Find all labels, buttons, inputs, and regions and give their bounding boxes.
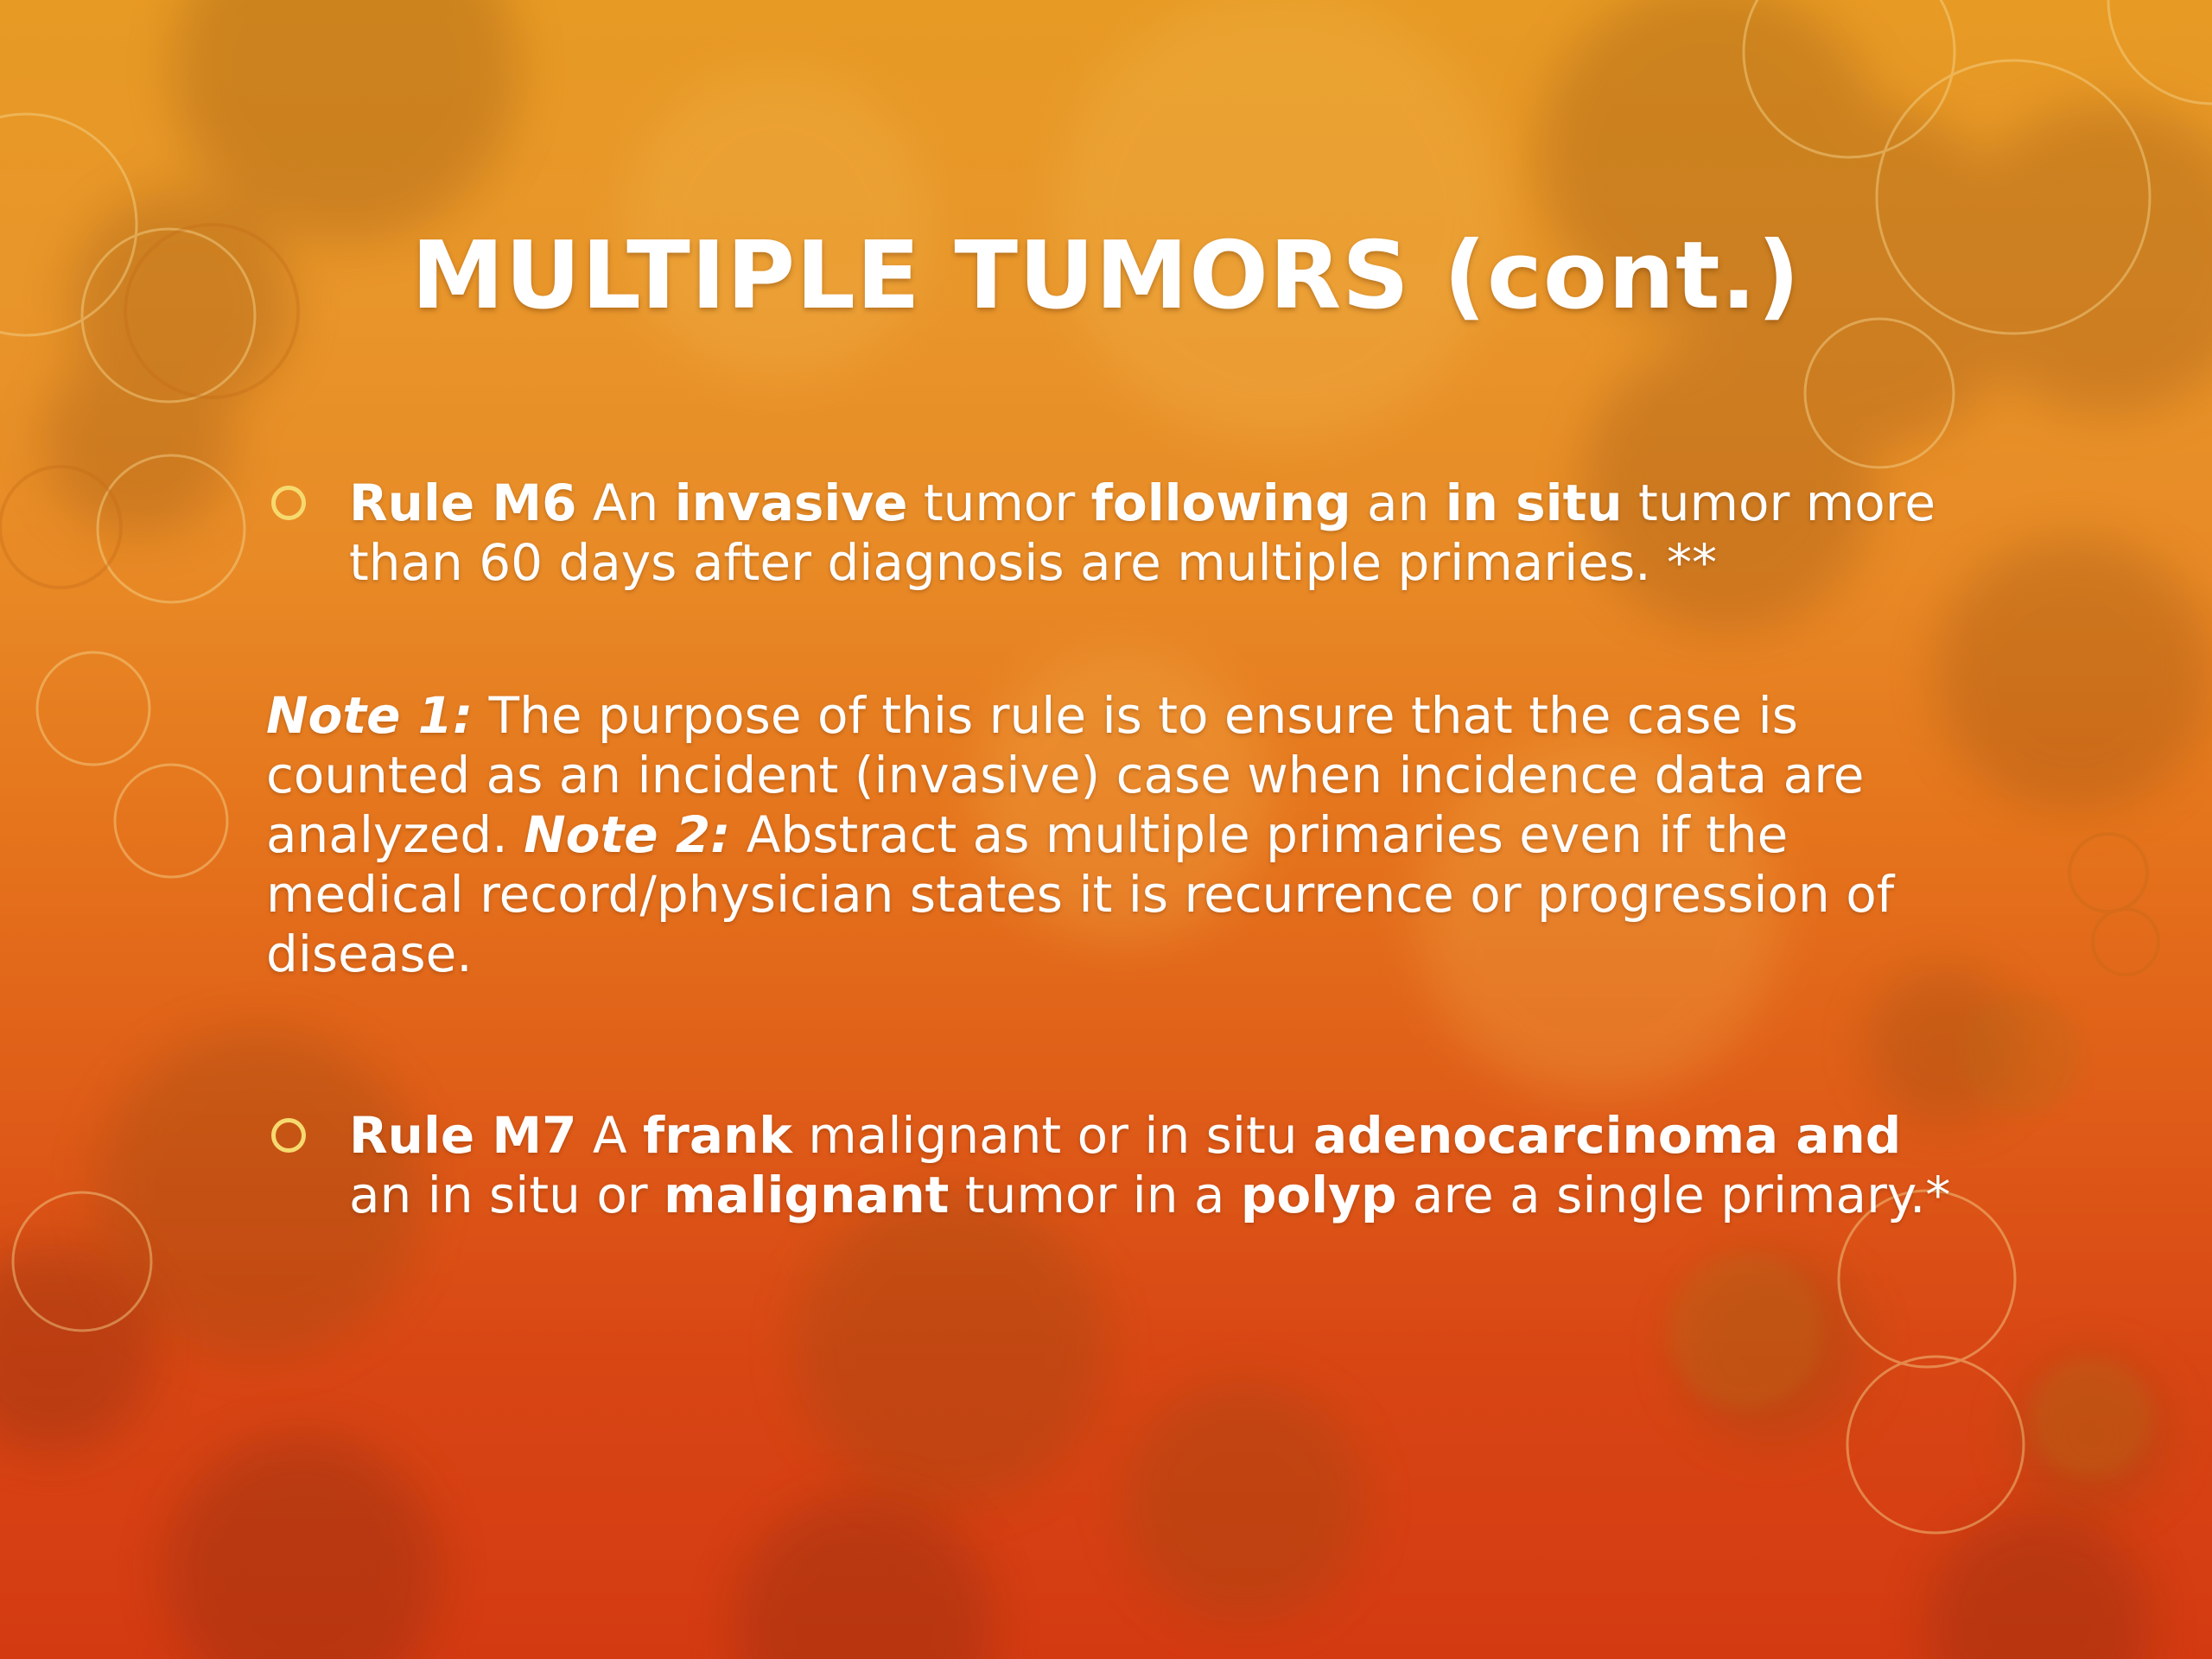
- rule-m7-text: tumor in a: [949, 1166, 1241, 1224]
- rule-m7-text: malignant or in situ: [791, 1106, 1313, 1165]
- bullet-rule-m7: [349, 1106, 1974, 1225]
- rule-m6-emphasis: in situ: [1445, 474, 1623, 532]
- ring-bullet-icon: [271, 486, 306, 520]
- rule-m6-text: An: [576, 474, 675, 532]
- rule-m7-emphasis: adenocarcinoma and: [1313, 1106, 1902, 1165]
- note1-text: The purpose of this rule is to ensure that the case is counted as an incident (invasive) case when incidence data are analyzed.: [266, 686, 1865, 864]
- slide-title: MULTIPLE TUMORS (cont.): [411, 222, 1801, 330]
- rule-m7-label: Rule M7: [349, 1106, 577, 1165]
- rule-m7-emphasis: polyp: [1240, 1166, 1397, 1224]
- rule-m7-text: A: [576, 1106, 643, 1165]
- rule-m6-text: tumor more than 60 days after diagnosis are multiple primaries. **: [349, 474, 1936, 592]
- bullet-rule-m6: [349, 474, 1974, 593]
- ring-bullet-icon: [271, 1118, 306, 1153]
- rule-m6-emphasis: invasive: [674, 474, 908, 532]
- rule-m6-text: tumor: [907, 474, 1091, 532]
- note1-label: Note 1:: [266, 686, 474, 745]
- rule-m7-emphasis: frank: [643, 1106, 792, 1165]
- rule-m7-text: an in situ or: [349, 1166, 664, 1224]
- note2-label: Note 2:: [524, 805, 731, 864]
- rule-m6-text: an: [1351, 474, 1446, 532]
- rule-m6-emphasis: following: [1090, 474, 1351, 532]
- note2-text: Abstract as multiple primaries even if the medical record/physician states it is recurrence or progression of disease.: [266, 805, 1895, 983]
- notes-paragraph: [266, 686, 1977, 984]
- rule-m6-label: Rule M6: [349, 474, 577, 532]
- rule-m7-text: are a single primary.*: [1396, 1166, 1951, 1224]
- rule-m7-emphasis: malignant: [664, 1166, 950, 1224]
